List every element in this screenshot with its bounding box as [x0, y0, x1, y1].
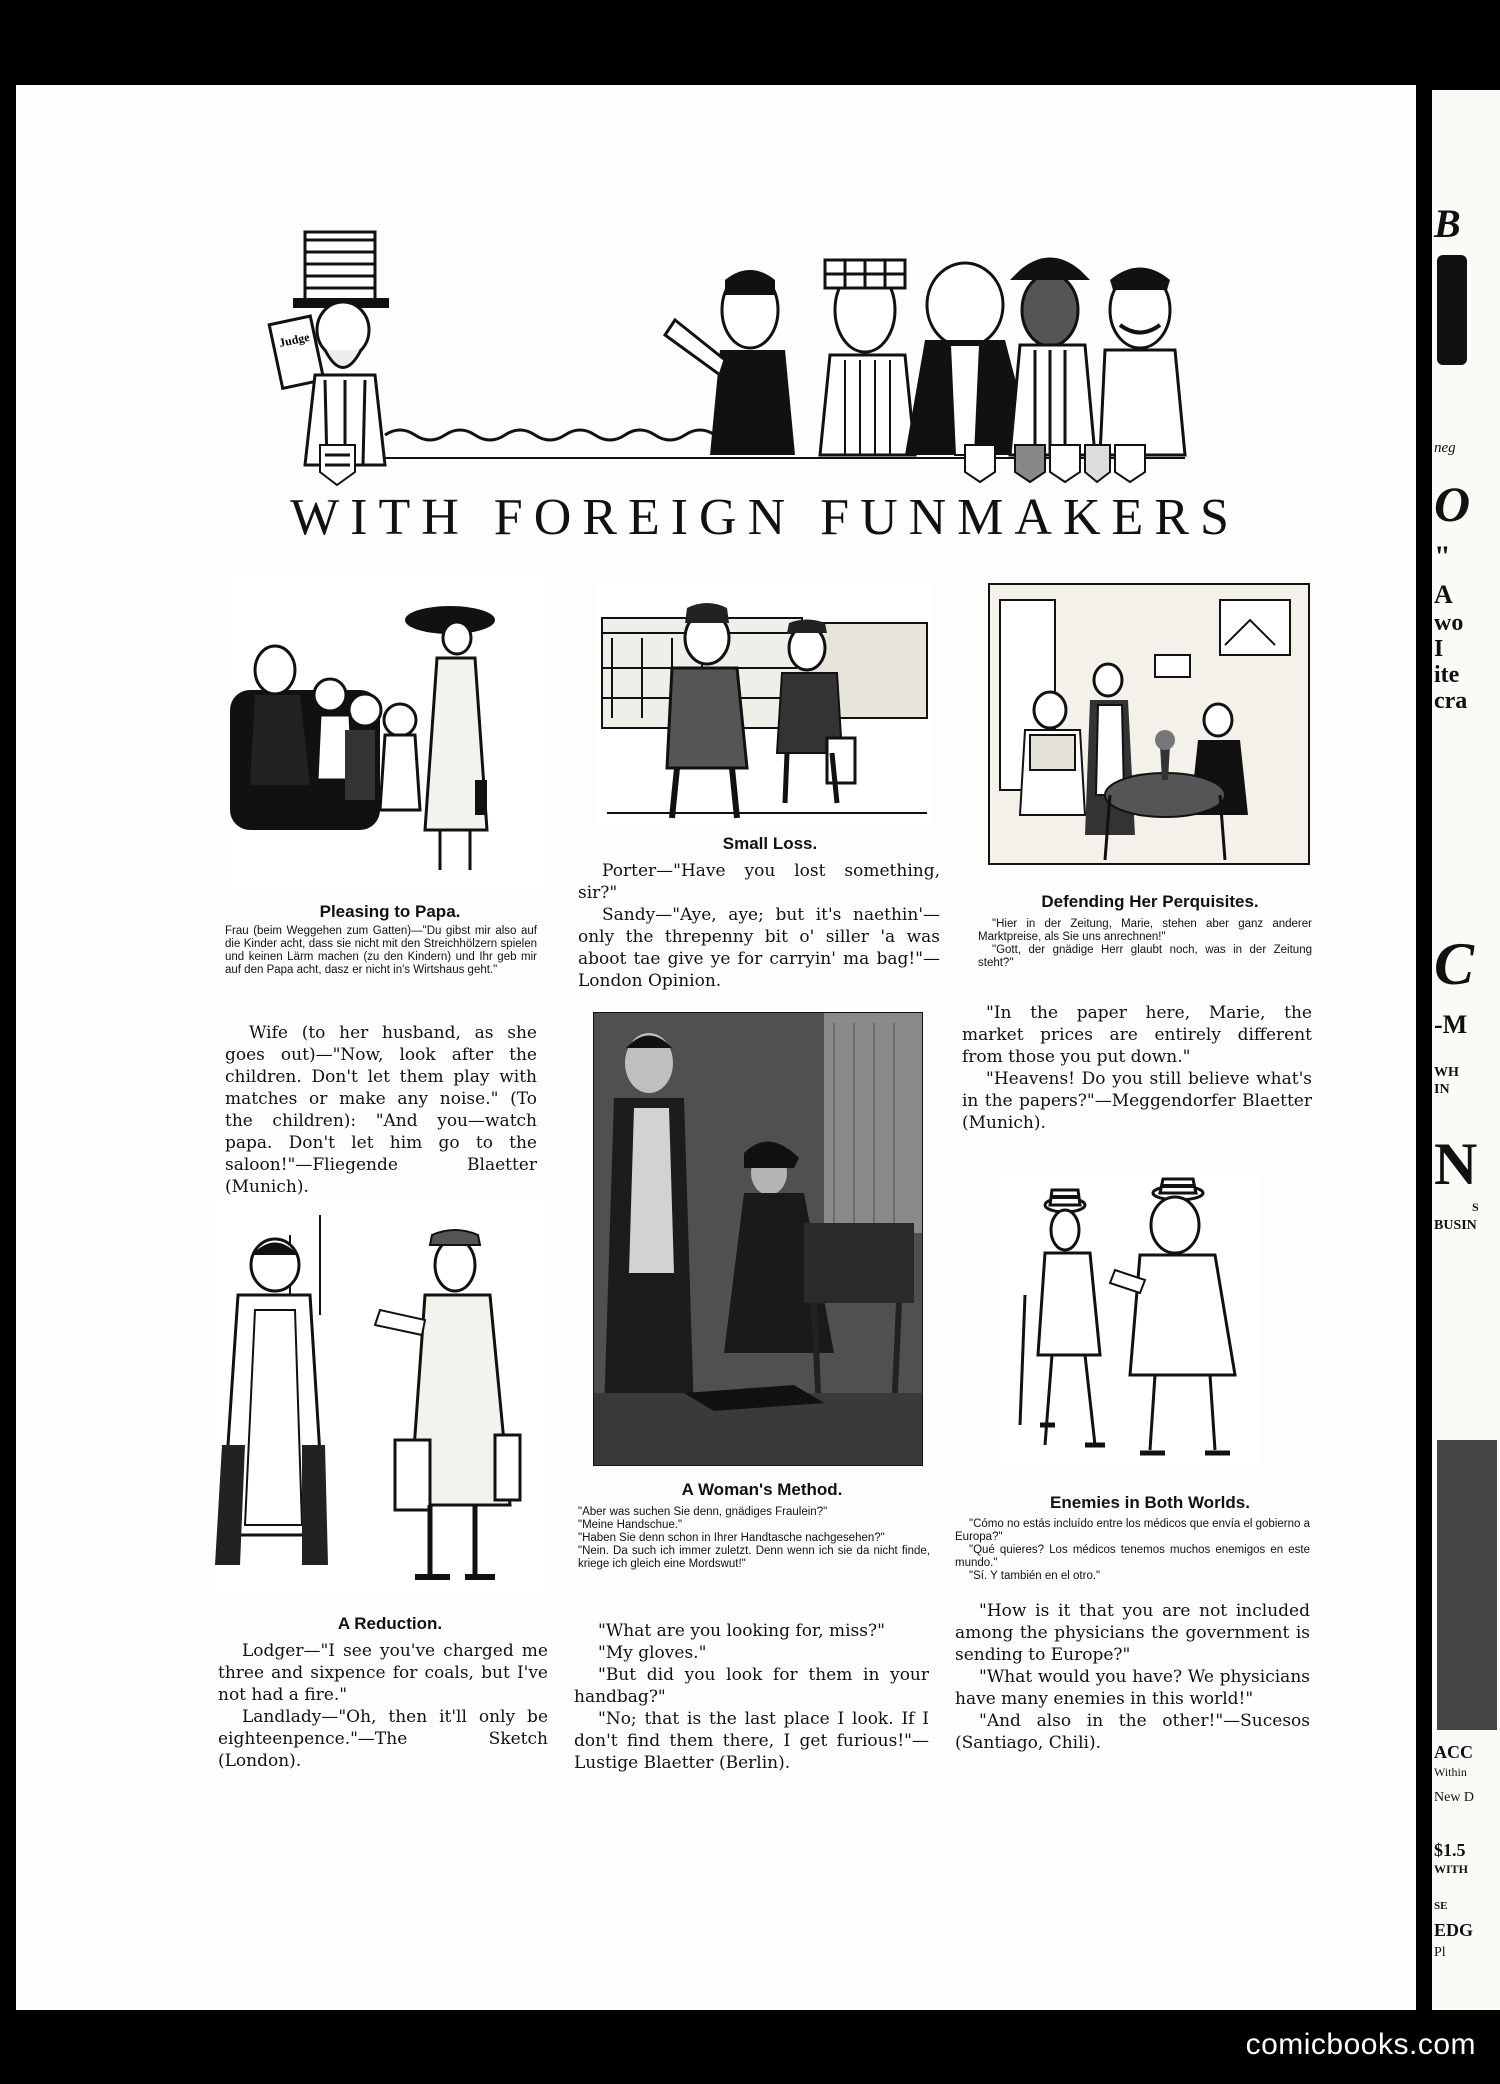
pleasing-to-papa-text	[225, 1022, 537, 1198]
a-womans-method-german-1: "Aber was suchen Sie denn, gnädiges Fraulein?"	[578, 1506, 828, 1518]
adjacent-page-text: "	[1434, 540, 1451, 573]
adjacent-page-text: ite	[1434, 662, 1460, 688]
small-loss-title: Small Loss.	[722, 834, 818, 853]
a-reduction-paragraph-2: Landlady—"Oh, then it'll only be eighteenpence."—The Sketch (London).	[218, 1707, 548, 1771]
defending-her-perquisites-german	[978, 918, 1312, 970]
enemies-in-both-worlds-paragraph-3: "And also in the other!"—Sucesos (Santiago, Chili).	[955, 1711, 1310, 1753]
adjacent-page-text: S	[1472, 1200, 1479, 1214]
adjacent-page-text: WH	[1434, 1065, 1459, 1080]
watermark: comicbooks.com	[1245, 2028, 1476, 2061]
enemies-in-both-worlds-title: Enemies in Both Worlds.	[1050, 1493, 1250, 1512]
defending-her-perquisites-title: Defending Her Perquisites.	[1041, 892, 1259, 911]
enemies-in-both-worlds-paragraph-1: "How is it that you are not included among the physicians the government is sending to Europe?"	[955, 1601, 1310, 1665]
small-loss-illustration	[597, 578, 932, 830]
pleasing-to-papa-paragraph: Wife (to her husband, as she goes out)—"Now, look after the children. Don't let them play with matches or make any noise." (To the children): "And you—watch papa. Don't let him go to the saloon!"—Fliegende Blaetter (Munich).	[225, 1023, 537, 1197]
a-womans-method-paragraph-2: "My gloves."	[598, 1643, 707, 1663]
a-womans-method-illustration	[593, 1012, 923, 1466]
enemies-in-both-worlds-spanish-3: "Sí. Y también en el otro."	[969, 1570, 1101, 1582]
adjacent-page-text: I	[1434, 636, 1444, 662]
a-reduction-title: A Reduction.	[337, 1614, 443, 1633]
enemies-in-both-worlds-spanish	[955, 1518, 1310, 1583]
enemies-in-both-worlds-spanish-2: "Qué quieres? Los médicos tenemos muchos enemigos en este mundo."	[955, 1544, 1310, 1569]
adjacent-page-text: Within	[1434, 1765, 1467, 1779]
a-womans-method-paragraph-4: "No; that is the last place I look. If I don't find them there, I get furious!"—Lustige Blaetter (Berlin).	[574, 1709, 929, 1773]
pleasing-to-papa-german: Frau (beim Weggehen zum Gatten)—"Du gibst mir also auf die Kinder acht, dass sie nicht mit den Streichhölzern spielen und keinen Lärm machen (zu den Kindern) und Ihr geb mir auf den Papa acht, dasz er nicht in's Wirtshaus geht."	[225, 925, 537, 976]
adjacent-page-text: EDG	[1434, 1920, 1474, 1940]
adjacent-page-text: BUSIN	[1434, 1218, 1477, 1233]
a-womans-method-text	[574, 1620, 929, 1774]
uncle-sam-figure	[269, 232, 389, 485]
adjacent-page-text: Pl	[1434, 1945, 1446, 1960]
defending-her-perquisites-paragraph-1: "In the paper here, Marie, the market prices are entirely different from those you put down."	[962, 1003, 1312, 1067]
adjacent-page-text: N	[1434, 1131, 1478, 1197]
a-reduction-illustration	[210, 1195, 550, 1595]
page-title: WITH FOREIGN FUNMAKERS	[290, 489, 1240, 546]
national-shields	[965, 445, 1145, 482]
a-reduction-paragraph-1: Lodger—"I see you've charged me three and sixpence for coals, but I've not had a fire."	[218, 1641, 548, 1705]
defending-her-perquisites-text	[962, 1002, 1312, 1134]
adjacent-page-text: -M	[1434, 1010, 1468, 1039]
a-womans-method-title: A Woman's Method.	[681, 1480, 843, 1499]
enemies-in-both-worlds-paragraph-2: "What would you have? We physicians have many enemies in this world!"	[955, 1667, 1310, 1709]
defending-her-perquisites-german-2: "Gott, der gnädige Herr glaubt noch, was in der Zeitung steht?"	[978, 944, 1312, 969]
adjacent-page-text: cra	[1434, 688, 1468, 714]
adjacent-page-text: $1.5	[1434, 1840, 1466, 1860]
bottle-ad-graphic	[1437, 255, 1467, 365]
adjacent-page-text: ACC	[1434, 1742, 1473, 1762]
judge-magazine-label: Judge	[277, 329, 311, 350]
a-womans-method-german-2: "Meine Handschue."	[578, 1519, 683, 1531]
a-womans-method-german-3: "Haben Sie denn schon in Ihrer Handtasche nachgesehen?"	[578, 1532, 885, 1544]
adjacent-page-text: wo	[1434, 610, 1464, 636]
pleasing-to-papa-illustration	[225, 570, 545, 890]
adjacent-page-text: C	[1434, 931, 1475, 997]
adjacent-page-text: A	[1434, 580, 1453, 609]
small-loss-paragraph-2: Sandy—"Aye, aye; but it's naethin'—only the threpenny bit o' siller 'a was aboot tae give ye for carryin' ma bag!"—London Opinion.	[578, 905, 940, 991]
small-loss-text	[578, 860, 940, 992]
building-photo	[1437, 1440, 1497, 1730]
adjacent-page-strip	[1432, 90, 1500, 2010]
small-loss-paragraph-1: Porter—"Have you lost something, sir?"	[578, 861, 940, 903]
a-womans-method-german-4: "Nein. Da such ich immer zuletzt. Denn wenn ich sie da nicht finde, kriege ich gleich eine Mordswut!"	[578, 1545, 930, 1570]
enemies-in-both-worlds-text	[955, 1600, 1310, 1754]
defending-her-perquisites-german-1: "Hier in der Zeitung, Marie, stehen aber ganz anderer Marktpreise, als Sie uns anrechnen!"	[978, 918, 1312, 943]
a-reduction-text	[218, 1640, 548, 1772]
adjacent-page-text: O	[1434, 476, 1471, 532]
a-womans-method-german	[578, 1506, 930, 1571]
defending-her-perquisites-illustration	[988, 583, 1310, 865]
a-womans-method-paragraph-1: "What are you looking for, miss?"	[598, 1621, 885, 1641]
pleasing-to-papa-title: Pleasing to Papa.	[319, 902, 461, 921]
adjacent-page-text: SE	[1434, 1900, 1448, 1912]
banner-illustration	[205, 210, 1285, 490]
defending-her-perquisites-paragraph-2: "Heavens! Do you still believe what's in the papers?"—Meggendorfer Blaetter (Munich).	[962, 1069, 1312, 1133]
a-womans-method-paragraph-3: "But did you look for them in your handbag?"	[574, 1665, 929, 1707]
adjacent-page-text: New D	[1434, 1790, 1475, 1805]
adjacent-page-text: WITH	[1434, 1862, 1469, 1876]
enemies-in-both-worlds-illustration	[1000, 1175, 1260, 1465]
enemies-in-both-worlds-spanish-1: "Cómo no estás incluído entre los médicos que envía el gobierno a Europa?"	[955, 1518, 1310, 1543]
adjacent-page-text: IN	[1434, 1082, 1450, 1097]
adjacent-page-text: B	[1434, 201, 1461, 246]
adjacent-page-text: neg	[1434, 440, 1456, 456]
foreign-funmakers-figures	[665, 258, 1185, 456]
